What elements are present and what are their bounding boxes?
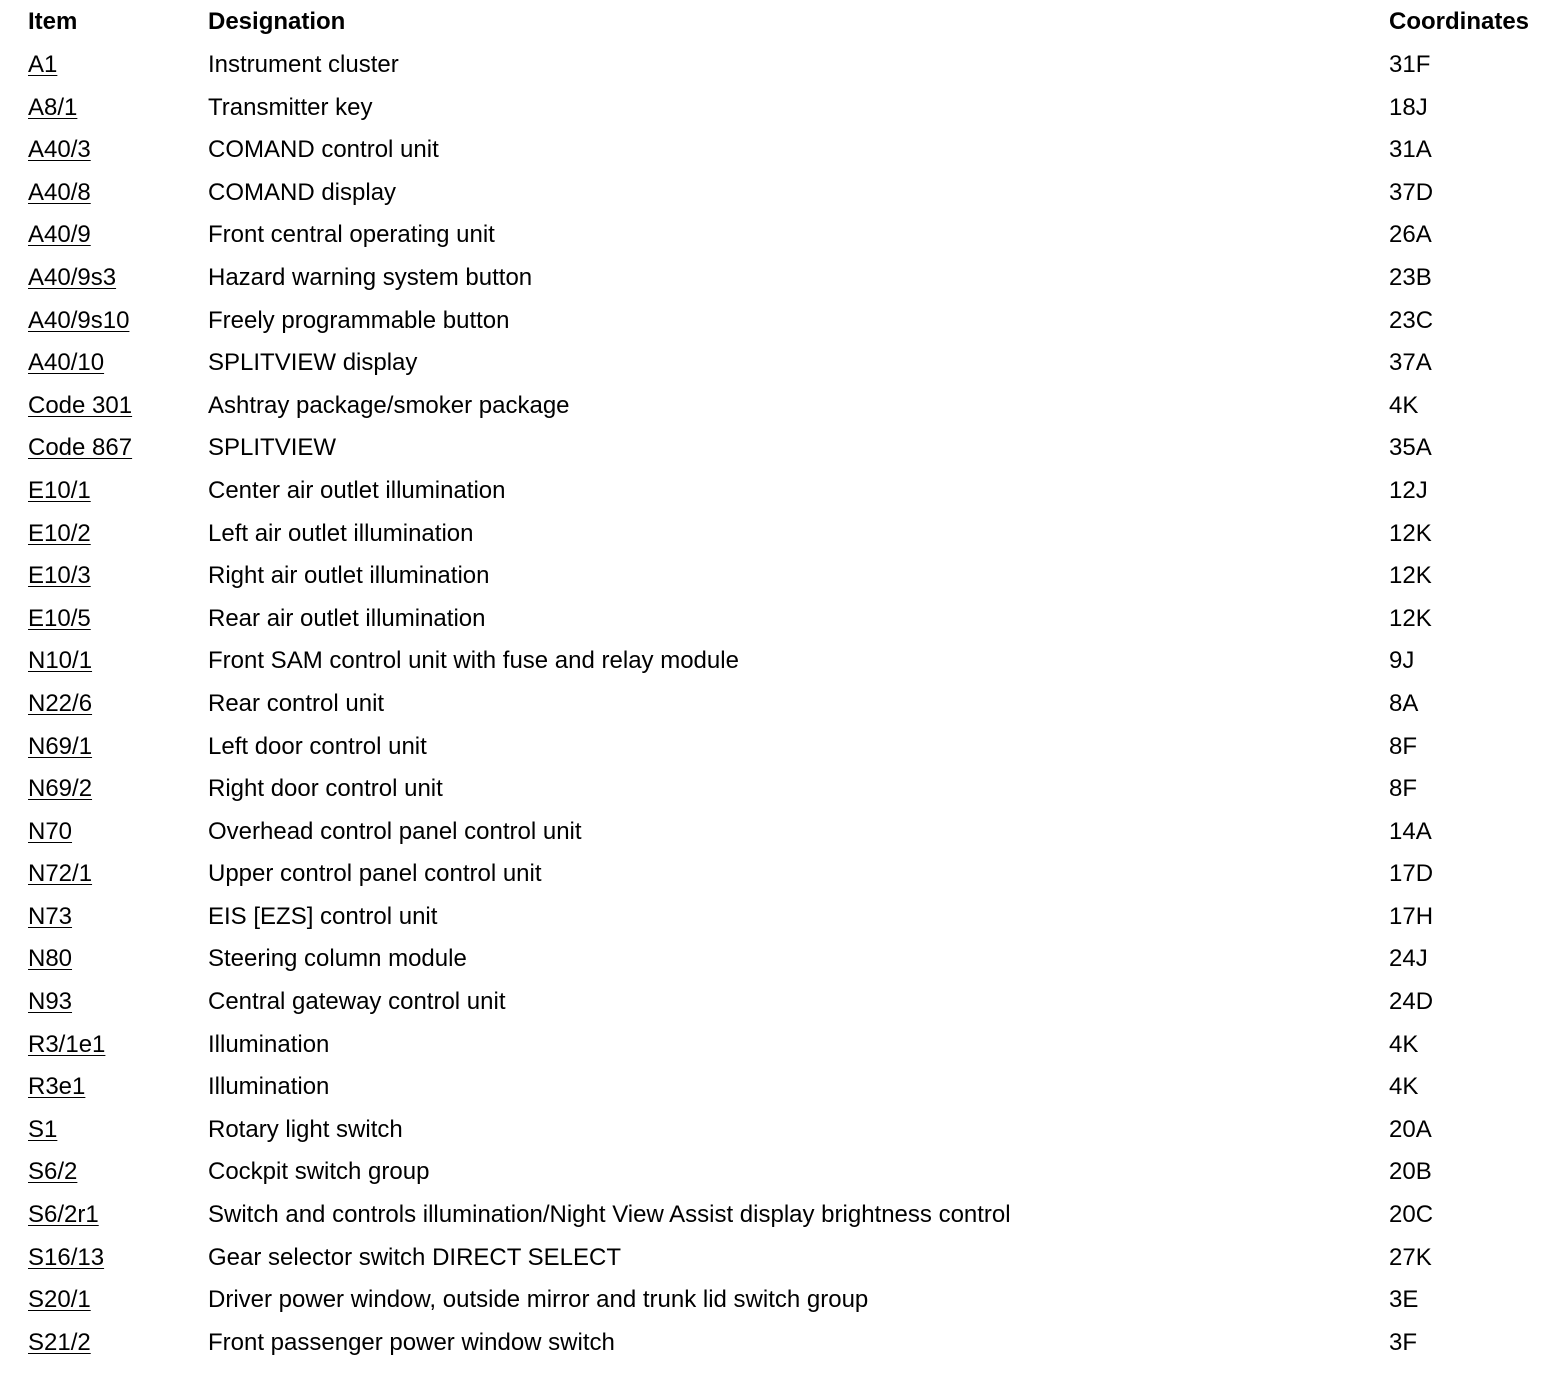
table-row [0,1151,1568,1194]
item-link[interactable]: S21/2 [28,1328,91,1356]
table-row [0,640,1568,683]
table-row [0,87,1568,130]
coordinates-cell: 18J [1389,93,1428,121]
designation-cell: Hazard warning system button [208,263,533,291]
column-header-designation: Designation [208,8,346,35]
table-row [0,768,1568,811]
coordinates-cell: 8F [1389,732,1418,760]
designation-cell: COMAND display [208,178,397,206]
coordinates-cell: 17D [1389,860,1434,888]
column-header-coordinates: Coordinates [1389,8,1530,35]
designation-cell: Transmitter key [208,93,373,121]
table-row [0,385,1568,428]
table-row [0,1237,1568,1280]
table-body [0,44,1568,1364]
coordinates-cell: 3E [1389,1286,1419,1314]
coordinates-cell: 27K [1389,1243,1432,1271]
coordinates-cell: 8A [1389,689,1419,717]
designation-cell: Gear selector switch DIRECT SELECT [208,1243,622,1271]
coordinates-cell: 31A [1389,136,1432,164]
table-row [0,470,1568,513]
designation-cell: Rear air outlet illumination [208,604,486,632]
coordinates-cell: 20B [1389,1158,1432,1186]
designation-cell: Driver power window, outside mirror and trunk lid switch group [208,1286,869,1314]
designation-cell: SPLITVIEW [208,434,337,462]
coordinates-cell: 4K [1389,391,1419,419]
table-row [0,1194,1568,1237]
designation-cell: Overhead control panel control unit [208,817,582,845]
coordinates-cell: 20A [1389,1115,1432,1143]
table-row [0,726,1568,769]
item-link[interactable]: A8/1 [28,93,78,121]
item-link[interactable]: E10/1 [28,476,91,504]
coordinates-cell: 3F [1389,1328,1418,1356]
designation-cell: Front SAM control unit with fuse and relay module [208,647,739,675]
table-row [0,1024,1568,1067]
table-row [0,896,1568,939]
table-row [0,44,1568,87]
designation-cell: Center air outlet illumination [208,476,506,504]
item-link[interactable]: S6/2 [28,1158,78,1186]
item-link[interactable]: N72/1 [28,860,93,888]
table-row [0,981,1568,1024]
designation-cell: Front passenger power window switch [208,1328,615,1356]
designation-cell: Upper control panel control unit [208,860,542,888]
item-link[interactable]: S16/13 [28,1243,105,1271]
designation-cell: Instrument cluster [208,51,399,78]
table-row [0,1279,1568,1322]
item-link[interactable]: E10/2 [28,519,91,547]
coordinates-cell: 4K [1389,1030,1419,1058]
coordinates-cell: 31F [1389,51,1431,78]
item-link[interactable]: E10/5 [28,604,91,632]
item-link[interactable]: N10/1 [28,647,93,675]
coordinates-cell: 4K [1389,1073,1419,1101]
item-link[interactable]: N93 [28,988,73,1016]
item-link[interactable]: N69/2 [28,775,93,803]
designation-cell: Right door control unit [208,775,443,803]
table-row [0,300,1568,343]
coordinates-cell: 23B [1389,263,1432,291]
item-link[interactable]: S20/1 [28,1286,91,1314]
table-row [0,1322,1568,1365]
designation-cell: Cockpit switch group [208,1158,430,1186]
table-row [0,683,1568,726]
coordinates-cell: 8F [1389,775,1418,803]
designation-cell: Switch and controls illumination/Night View Assist display brightness control [208,1201,1011,1229]
item-link[interactable]: A40/10 [28,349,105,377]
item-link[interactable]: S6/2r1 [28,1201,99,1229]
coordinates-cell: 17H [1389,902,1434,930]
table-row [0,1066,1568,1109]
item-link[interactable]: A40/9 [28,221,91,249]
designation-cell: Ashtray package/smoker package [208,391,570,419]
coordinates-cell: 23C [1389,306,1434,334]
item-link[interactable]: Code 301 [28,391,133,419]
table-row [0,938,1568,981]
designation-cell: SPLITVIEW display [208,349,418,377]
designation-cell: Left air outlet illumination [208,519,474,547]
item-link[interactable]: R3e1 [28,1073,86,1101]
designation-cell: Illumination [208,1030,330,1058]
item-link[interactable]: R3/1e1 [28,1030,106,1058]
coordinates-cell: 37A [1389,349,1432,377]
designation-cell: Left door control unit [208,732,427,760]
table-header-row [0,0,1568,44]
coordinates-cell: 24D [1389,988,1434,1016]
designation-cell: Rotary light switch [208,1115,403,1143]
designation-cell: Front central operating unit [208,221,495,249]
coordinates-cell: 12J [1389,476,1428,504]
designation-cell: COMAND control unit [208,136,439,164]
column-header-item: Item [28,8,78,35]
designation-cell: Central gateway control unit [208,988,506,1016]
table-row [0,214,1568,257]
coordinates-cell: 12K [1389,519,1432,547]
designation-cell: Freely programmable button [208,306,510,334]
coordinates-cell: 35A [1389,434,1432,462]
coordinates-cell: 20C [1389,1201,1434,1229]
designation-cell: Illumination [208,1073,330,1101]
table-row [0,129,1568,172]
table-row [0,1109,1568,1152]
item-link[interactable]: A1 [28,51,58,78]
coordinates-cell: 12K [1389,604,1432,632]
designation-cell: EIS [EZS] control unit [208,902,438,930]
item-link[interactable]: N22/6 [28,689,93,717]
designation-cell: Right air outlet illumination [208,562,490,590]
coordinates-cell: 24J [1389,945,1428,973]
coordinates-cell: 14A [1389,817,1432,845]
coordinates-cell: 9J [1389,647,1415,675]
item-link[interactable]: A40/9s10 [28,306,130,334]
table-row [0,853,1568,896]
table-row [0,598,1568,641]
item-link[interactable]: A40/9s3 [28,263,117,291]
table-row [0,811,1568,854]
table-row [0,513,1568,556]
designation-cell: Rear control unit [208,689,385,717]
item-link[interactable]: S1 [28,1115,58,1143]
table-row [0,427,1568,470]
item-link[interactable]: E10/3 [28,562,91,590]
table-row [0,257,1568,300]
coordinates-cell: 12K [1389,562,1432,590]
item-link[interactable]: A40/8 [28,178,91,206]
table-row [0,555,1568,598]
table-row [0,342,1568,385]
coordinates-cell: 37D [1389,178,1434,206]
coordinates-cell: 26A [1389,221,1432,249]
designation-cell: Steering column module [208,945,467,973]
item-link[interactable]: Code 867 [28,434,133,462]
table-row [0,172,1568,215]
item-link[interactable]: N80 [28,945,73,973]
item-link[interactable]: N73 [28,902,73,930]
item-link[interactable]: N70 [28,817,73,845]
item-link[interactable]: A40/3 [28,136,91,164]
item-link[interactable]: N69/1 [28,732,93,760]
